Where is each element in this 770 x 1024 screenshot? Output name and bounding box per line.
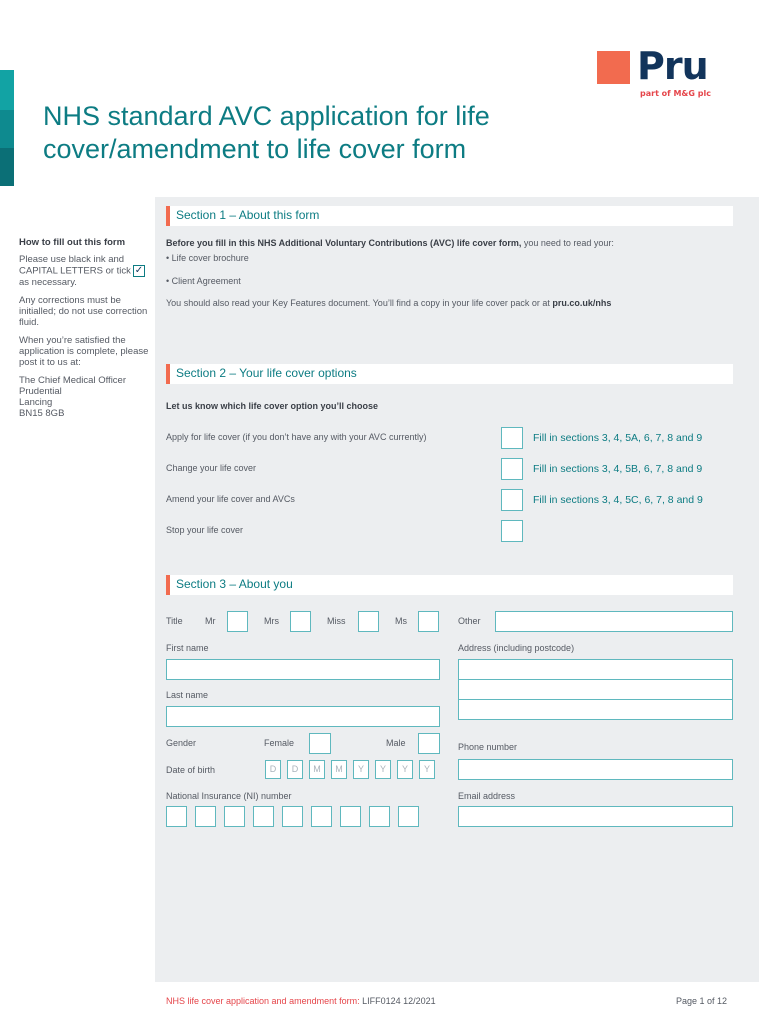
last-name-label: Last name [166, 690, 209, 700]
title-miss-checkbox[interactable] [358, 611, 379, 632]
section2-question: Let us know which life cover option you’ll choose [166, 401, 379, 411]
dob-year-1-input[interactable]: Y [353, 760, 369, 779]
instructions-corrections: Any corrections must be initialled; do not use correction fluid. [19, 295, 148, 328]
instructions-post: When you’re satisfied the application is complete, please post it to us at: [19, 335, 149, 368]
logo-tagline: part of M&G plc [640, 89, 711, 98]
email-input[interactable] [458, 806, 733, 827]
option-checkbox-apply[interactable] [501, 427, 523, 449]
first-name-label: First name [166, 643, 209, 653]
section1-intro: Before you fill in this NHS Additional Voluntary Contributions (AVC) life cover form, you need to read your: [166, 238, 614, 248]
page-title: NHS standard AVC application for life cover/amendment to life cover form [43, 101, 490, 164]
page-number: Page 1 of 12 [676, 996, 728, 1006]
option-checkbox-stop[interactable] [501, 520, 523, 542]
dob-label: Date of birth [166, 765, 216, 775]
instructions-heading: How to fill out this form [19, 237, 126, 248]
title-other-label: Other [458, 616, 481, 626]
title-label: Title [166, 616, 183, 626]
footer-doc-name: NHS life cover application and amendment form: LIFF0124 12/2021 [166, 996, 436, 1006]
ni-char-input[interactable] [311, 806, 332, 827]
decorative-bar [0, 70, 14, 110]
postal-address: The Chief Medical Officer Prudential Lancing BN15 8GB [19, 375, 127, 419]
option-instruction-apply: Fill in sections 3, 4, 5A, 6, 7, 8 and 9 [533, 432, 703, 444]
list-item: • Client Agreement [166, 276, 241, 286]
pru-link[interactable]: pru.co.uk/nhs [552, 298, 612, 308]
ni-char-input[interactable] [398, 806, 419, 827]
title-mrs-label: Mrs [264, 616, 279, 626]
first-name-input[interactable] [166, 659, 440, 680]
list-item: • Life cover brochure [166, 253, 249, 263]
dob-year-2-input[interactable]: Y [375, 760, 391, 779]
ni-char-input[interactable] [224, 806, 245, 827]
gender-label: Gender [166, 738, 197, 748]
dob-month-1-input[interactable]: M [309, 760, 325, 779]
address-line-3-input[interactable] [458, 699, 733, 720]
title-other-input[interactable] [495, 611, 733, 632]
address-line-1-input[interactable] [458, 659, 733, 680]
dob-day-1-input[interactable]: D [265, 760, 281, 779]
title-mr-label: Mr [205, 616, 216, 626]
option-instruction-amend: Fill in sections 3, 4, 5C, 6, 7, 8 and 9 [533, 494, 703, 506]
title-ms-checkbox[interactable] [418, 611, 439, 632]
option-label-change: Change your life cover [166, 463, 257, 473]
instructions-sidebar [19, 237, 149, 419]
option-label-amend: Amend your life cover and AVCs [166, 494, 295, 504]
dob-year-4-input[interactable]: Y [419, 760, 435, 779]
ni-label: National Insurance (NI) number [166, 791, 292, 801]
title-mrs-checkbox[interactable] [290, 611, 311, 632]
dob-day-2-input[interactable]: D [287, 760, 303, 779]
decorative-bar [0, 148, 14, 186]
dob-month-2-input[interactable]: M [331, 760, 347, 779]
ni-char-input[interactable] [166, 806, 187, 827]
logo: Pru [637, 44, 708, 88]
last-name-input[interactable] [166, 706, 440, 727]
ni-char-input[interactable] [369, 806, 390, 827]
phone-input[interactable] [458, 759, 733, 780]
key-features-note: You should also read your Key Features document. You’ll find a copy in your life cover pack or at pru.co.uk/nhs [166, 298, 612, 308]
address-label: Address (including postcode) [458, 643, 575, 653]
gender-female-label: Female [264, 738, 295, 748]
gender-female-checkbox[interactable] [309, 733, 331, 754]
option-label-apply: Apply for life cover (if you don’t have any with your AVC currently) [166, 432, 427, 442]
ni-char-input[interactable] [195, 806, 216, 827]
section2-heading: Section 2 – Your life cover options [166, 364, 733, 384]
phone-label: Phone number [458, 742, 518, 752]
dob-year-3-input[interactable]: Y [397, 760, 413, 779]
ni-char-input[interactable] [253, 806, 274, 827]
tick-icon: ✓ [134, 265, 144, 276]
address-line-2-input[interactable] [458, 679, 733, 700]
logo-square-icon [597, 51, 630, 84]
title-ms-label: Ms [395, 616, 407, 626]
title-mr-checkbox[interactable] [227, 611, 248, 632]
option-checkbox-amend[interactable] [501, 489, 523, 511]
email-label: Email address [458, 791, 516, 801]
gender-male-checkbox[interactable] [418, 733, 440, 754]
ni-char-input[interactable] [340, 806, 361, 827]
decorative-bar [0, 110, 14, 148]
option-label-stop: Stop your life cover [166, 525, 244, 535]
instructions-ink: Please use black ink and CAPITAL LETTERS or tick ✓as necessary. [19, 254, 144, 288]
section1-heading: Section 1 – About this form [166, 206, 733, 226]
ni-char-input[interactable] [282, 806, 303, 827]
gender-male-label: Male [386, 738, 406, 748]
section3-heading: Section 3 – About you [166, 575, 733, 595]
option-checkbox-change[interactable] [501, 458, 523, 480]
title-miss-label: Miss [327, 616, 346, 626]
option-instruction-change: Fill in sections 3, 4, 5B, 6, 7, 8 and 9 [533, 463, 703, 475]
